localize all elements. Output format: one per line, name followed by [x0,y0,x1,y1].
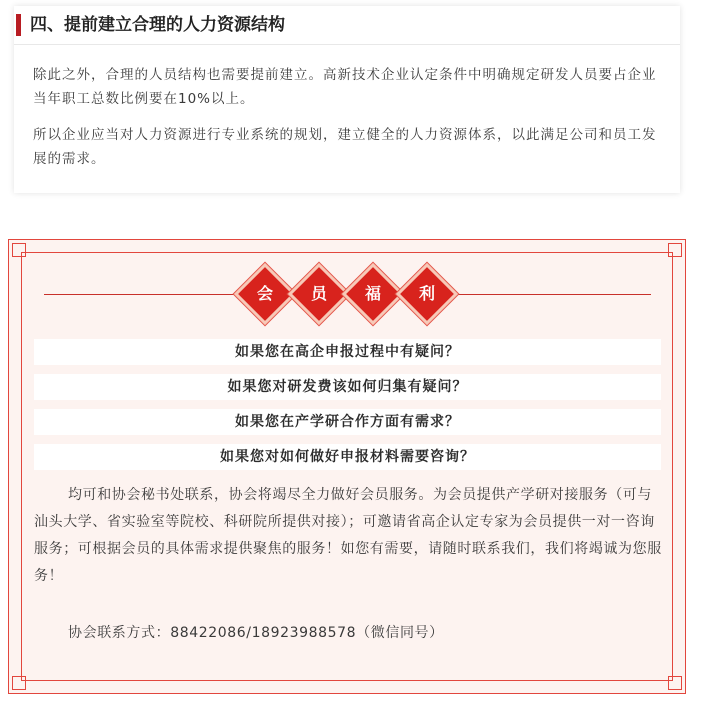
corner-ornament [12,676,26,690]
corner-ornament [668,676,682,690]
section-title: 四、提前建立合理的人力资源结构 [30,15,285,35]
title-rule-right [455,294,651,295]
benefits-title-char: 员 [310,284,327,303]
benefits-description: 均可和协会秘书处联系，协会将竭尽全力做好会员服务。为会员提供产学研对接服务（可与汕头大学、省实验室等院校、科研院所提供对接）；可邀请省高企认定专家为会员提供一对一咨询服务；可根据会员的具体需求提供聚焦的服务！如您有需要，请随时联系我们，我们将竭诚为您服务！ [34,487,662,584]
corner-ornament [668,243,682,257]
section-header [14,6,680,45]
benefits-title-char: 会 [256,284,273,303]
corner-ornament [12,243,26,257]
question-item: 如果您在高企申报过程中有疑问？ [34,339,661,365]
section-card [14,6,680,193]
contact-info: 协会联系方式：88422086/18923988578（微信同号） [68,625,444,641]
question-item: 如果您对研发费该如何归集有疑问？ [34,374,661,400]
question-item: 如果您对如何做好申报材料需要咨询？ [34,444,661,470]
benefits-title-char: 福 [364,284,381,303]
title-rule-left [44,294,240,295]
benefits-title-char: 利 [418,284,435,303]
section-accent-bar [16,14,21,36]
section-paragraph-2: 所以企业应当对人力资源进行专业系统的规划，建立健全的人力资源体系，以此满足公司和员工发展的需求。 [33,127,657,167]
section-paragraph-1: 除此之外，合理的人员结构也需要提前建立。高新技术企业认定条件中明确规定研发人员要占企业当年职工总数比例要在10%以上。 [33,67,657,107]
question-item: 如果您在产学研合作方面有需求？ [34,409,661,435]
